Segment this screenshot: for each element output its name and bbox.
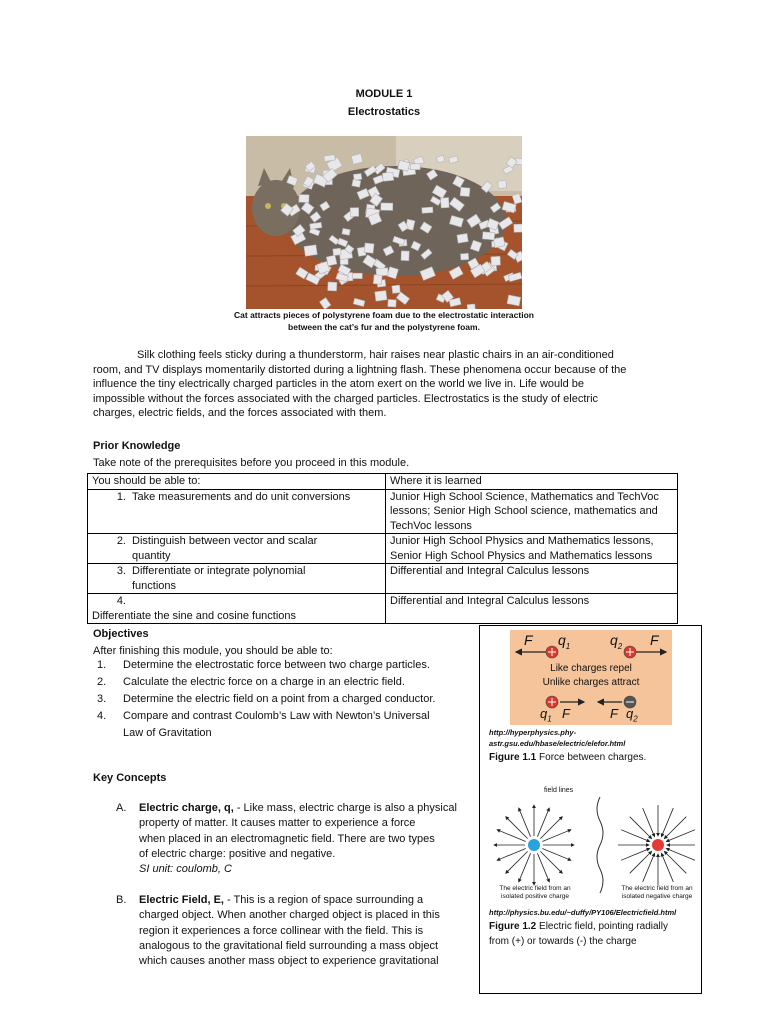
- concept-b-text: analogous to the gravitational field surrounding a mass object: [139, 939, 439, 952]
- field-line: [537, 853, 549, 882]
- concept-b: [139, 893, 469, 969]
- skill-cell: [88, 534, 386, 564]
- field-line: [621, 848, 650, 860]
- concept-b-letter: B.: [116, 894, 127, 906]
- like-charges-repel: Like charges repel: [550, 663, 632, 674]
- intro-line: Silk clothing feels sticky during a thunderstorm, hair raises near plastic chairs in an air-conditioned: [137, 349, 614, 361]
- skill-line: Distinguish between vector and scalar: [132, 535, 318, 547]
- field-line: [643, 808, 655, 837]
- force-label: F: [524, 632, 533, 648]
- figure2-caption-text: Electric field, pointing radially: [539, 921, 668, 932]
- caption-line: isolated negative charge: [621, 893, 693, 900]
- charge-subscript: 1: [565, 641, 571, 651]
- force-label: F: [562, 706, 570, 721]
- field-line: [630, 817, 652, 839]
- table-header-skill: You should be able to:: [88, 474, 386, 490]
- foam-piece: [350, 208, 359, 217]
- foam-piece: [352, 179, 361, 187]
- negative-field-caption: [614, 885, 700, 901]
- figure1-label: Figure 1.1: [489, 752, 537, 763]
- intro-paragraph: [93, 348, 675, 421]
- force-label: F: [610, 706, 618, 721]
- field-line: [542, 830, 571, 842]
- row-number: 2.: [116, 535, 126, 547]
- skill-cell: [88, 564, 386, 594]
- where-cell: [386, 594, 678, 624]
- foam-piece: [422, 207, 433, 213]
- objectives-list: [97, 657, 467, 742]
- table-row: [88, 594, 678, 624]
- field-line: [519, 808, 531, 837]
- foam-piece: [401, 251, 409, 261]
- intro-line: room, and TV displays momentarily distorted during a lightning flash. These phenomena occur because of the: [93, 363, 627, 376]
- objective-item: [97, 657, 467, 674]
- charge-label-q1: [558, 632, 570, 651]
- objective-item: [97, 691, 467, 708]
- charge-symbol: q: [626, 706, 634, 721]
- objective-text: Determine the electrostatic force between two charge particles.: [123, 659, 430, 671]
- concept-b-text: region it experiences a force collinear with the field. This is: [139, 924, 424, 937]
- concept-a-text: when placed in an electromagnetic field. There are two types: [139, 832, 435, 845]
- field-line: [506, 817, 528, 839]
- foam-piece: [342, 228, 350, 235]
- foam-piece: [381, 203, 393, 211]
- field-lines-label: field lines: [544, 787, 574, 794]
- concept-b-text: - This is a region of space surrounding a: [223, 894, 424, 906]
- foam-piece: [441, 198, 450, 208]
- module-title: Electrostatics: [347, 106, 421, 118]
- objective-number: 2.: [97, 676, 107, 688]
- concept-a-letter: A.: [116, 802, 127, 814]
- field-line: [666, 848, 695, 860]
- charge-label-q2: [626, 706, 638, 724]
- field-line: [537, 808, 549, 837]
- force-label: F: [650, 632, 659, 648]
- foam-piece: [460, 187, 470, 196]
- force-between-charges-figure: [510, 630, 672, 725]
- where-line: Senior High School Physics and Mathematics lessons: [390, 549, 653, 562]
- charge-subscript: 2: [633, 714, 638, 724]
- field-line: [666, 830, 695, 842]
- charge-symbol: q: [558, 632, 566, 648]
- field-line: [540, 851, 562, 873]
- concept-b-line: [139, 893, 469, 908]
- intro-line: influence the tiny electrically charged particles in the atom exert on the world we live in. Life would be: [93, 378, 584, 391]
- field-line: [540, 817, 562, 839]
- skill-text: Take measurements and do unit conversions: [132, 490, 351, 503]
- where-cell: [386, 534, 678, 564]
- caption-line: The electric field from an: [499, 885, 571, 892]
- charge-subscript: 1: [547, 714, 552, 724]
- objective-text: Compare and contrast Coulomb’s Law with Newton’s Universal: [123, 710, 430, 722]
- concept-a-text: - Like mass, electric charge is also a physical: [233, 802, 457, 814]
- charge-label-q2: [610, 632, 622, 651]
- foam-piece: [333, 248, 341, 255]
- foam-piece: [457, 234, 468, 244]
- concept-b-text: charged object. When another charged object is placed in this: [139, 909, 440, 922]
- field-line: [630, 851, 652, 873]
- foam-piece: [324, 155, 335, 162]
- figure1-url-line2: astr.gsu.edu/hbase/electric/elefor.html: [489, 739, 626, 748]
- row-number: 4.: [116, 595, 126, 607]
- table-header-row: [88, 474, 678, 490]
- skill-cell: [88, 594, 386, 624]
- foam-piece: [482, 232, 494, 240]
- concept-a-line: [139, 801, 469, 816]
- foam-piece: [353, 173, 361, 180]
- objective-number: 4.: [97, 710, 107, 722]
- photo-caption-line1: Cat attracts pieces of polystyrene foam due to the electrostatic interaction: [234, 310, 534, 320]
- skill-line: functions: [132, 579, 177, 592]
- foam-piece: [392, 285, 400, 293]
- foam-piece: [364, 243, 374, 253]
- objective-number: 3.: [97, 693, 107, 705]
- objective-item: [97, 674, 467, 691]
- field-line: [664, 817, 686, 839]
- charge-subscript: 2: [617, 641, 623, 651]
- prior-knowledge-heading: Prior Knowledge: [93, 440, 181, 452]
- skill-cell: [88, 489, 386, 534]
- figure2-caption: [489, 919, 699, 949]
- skill-text: Differentiate the sine and cosine functions: [92, 609, 297, 622]
- figure2-caption-text: from (+) or towards (-) the charge: [489, 936, 637, 947]
- objective-item: [97, 708, 467, 725]
- concept-b-text: which causes another mass object to experience gravitational: [139, 955, 439, 968]
- field-line: [664, 851, 686, 873]
- intro-line: charges, electric fields, and the forces associated with them.: [93, 407, 387, 420]
- table-row: [88, 489, 678, 534]
- photo-caption-line2: between the cat’s fur and the polystyrene foam.: [288, 322, 480, 332]
- table-row: [88, 564, 678, 594]
- field-line: [661, 808, 673, 837]
- field-line: [621, 830, 650, 842]
- field-line: [497, 848, 526, 860]
- field-line: [497, 830, 526, 842]
- objective-number: 1.: [97, 659, 107, 671]
- objective-text: Determine the electric field on a point from a charged conductor.: [123, 693, 436, 705]
- key-concepts-heading: Key Concepts: [93, 772, 167, 784]
- cat-foam-illustration: [246, 136, 522, 309]
- charge-symbol: q: [610, 632, 618, 648]
- where-cell: [386, 489, 678, 534]
- concept-a-si-unit: SI unit: coulomb, C: [139, 863, 232, 876]
- skill-line: Differentiate or integrate polynomial: [132, 565, 306, 577]
- field-line: [519, 853, 531, 882]
- unlike-charges-attract: Unlike charges attract: [542, 677, 640, 688]
- skill-line: quantity: [132, 549, 171, 562]
- caption-line: The electric field from an: [621, 885, 693, 892]
- where-line: Differential and Integral Calculus lessons: [390, 565, 590, 577]
- foam-piece: [491, 256, 501, 265]
- row-number: 3.: [116, 565, 126, 577]
- figure2-label: Figure 1.2: [489, 921, 537, 932]
- foam-piece: [410, 164, 420, 170]
- where-line: Junior High School Science, Mathematics and TechVoc: [390, 490, 659, 503]
- foam-piece: [304, 245, 317, 256]
- skill-text: [132, 564, 372, 593]
- table-header-where: Where it is learned: [386, 474, 678, 490]
- concept-a-text: of electric charge: positive and negative.: [139, 847, 336, 860]
- prior-knowledge-table: [87, 473, 678, 624]
- foam-piece: [328, 282, 337, 291]
- module-number: MODULE 1: [355, 88, 413, 100]
- objective-text: Calculate the electric force on a charge in an electric field.: [123, 676, 405, 688]
- where-cell: [386, 564, 678, 594]
- figure-box: [479, 625, 702, 994]
- electric-field-figure: [490, 787, 695, 907]
- foam-piece: [388, 299, 397, 307]
- concept-b-term: Electric Field, E,: [139, 894, 224, 906]
- figure1-url-line1: http://hyperphysics.phy-: [489, 728, 577, 737]
- concept-a-term: Electric charge, q,: [139, 802, 234, 814]
- where-line: Junior High School Physics and Mathematics lessons,: [390, 535, 654, 547]
- positive-field-caption: [492, 885, 578, 901]
- figure1-caption: [489, 750, 646, 765]
- foam-piece: [514, 224, 522, 232]
- foam-piece: [493, 237, 505, 248]
- separator-line: [597, 797, 603, 893]
- caption-line: isolated positive charge: [501, 893, 569, 900]
- charge-symbol: q: [540, 706, 548, 721]
- skill-text: [132, 534, 372, 563]
- foam-piece: [507, 295, 521, 306]
- figure2-caption-line: [489, 919, 699, 934]
- cat-foam-photo: [246, 136, 522, 309]
- figure2-url: http://physics.bu.edu/~duffy/PY106/Electricfield.html: [489, 908, 677, 917]
- where-line: lessons; Senior High School science, mathematics and: [390, 505, 658, 517]
- charge-label-q1: [540, 706, 552, 724]
- figure1-caption-text: Force between charges.: [539, 752, 647, 763]
- table-row: [88, 534, 678, 564]
- field-line: [506, 851, 528, 873]
- positive-charge: [528, 839, 540, 851]
- foam-piece: [299, 195, 309, 203]
- field-line: [643, 853, 655, 882]
- field-line: [661, 853, 673, 882]
- concept-a-text: property of matter. It causes matter to experience a force: [139, 817, 416, 830]
- objectives-intro: After finishing this module, you should be able to:: [93, 645, 333, 657]
- concept-a: [139, 801, 469, 877]
- field-line: [542, 848, 571, 860]
- row-number: 1.: [116, 490, 126, 503]
- negative-charge: [652, 839, 664, 851]
- where-line: TechVoc lessons: [390, 519, 472, 532]
- where-line: Differential and Integral Calculus lessons: [390, 595, 590, 607]
- foam-piece: [373, 275, 382, 285]
- objective-item-continued: Law of Gravitation: [123, 727, 212, 739]
- objectives-heading: Objectives: [93, 628, 149, 640]
- prior-knowledge-note: Take note of the prerequisites before you proceed in this module.: [93, 457, 410, 469]
- foam-piece: [382, 172, 393, 181]
- foam-piece: [461, 253, 469, 260]
- foam-piece: [498, 180, 507, 188]
- intro-line: impossible without the forces associated with the charged particles. Electrostatics is the study of electric: [93, 392, 599, 405]
- foam-piece: [326, 255, 337, 266]
- foam-piece: [375, 291, 387, 302]
